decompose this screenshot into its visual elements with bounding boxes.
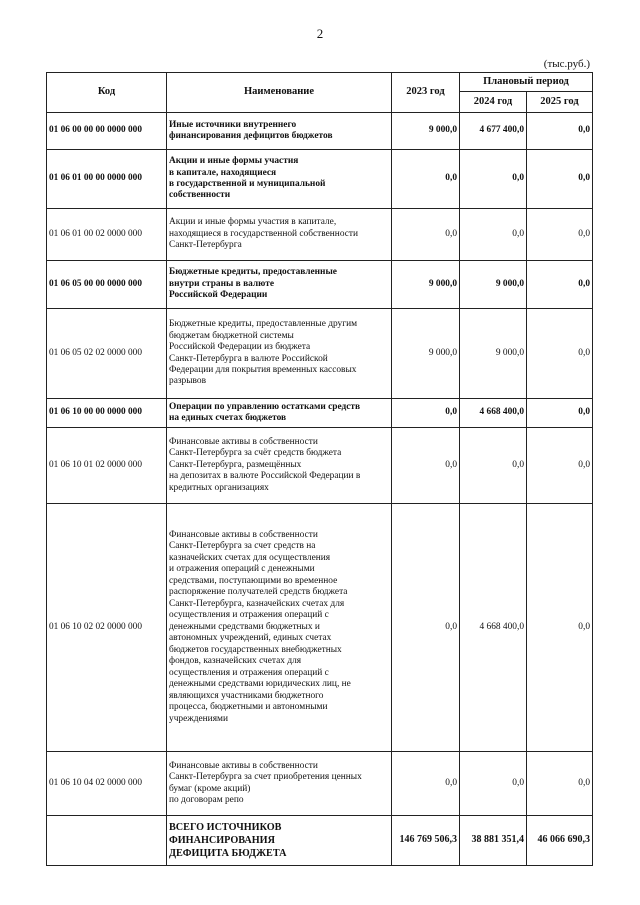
- sources-table: [46, 72, 593, 866]
- table-row: [47, 399, 593, 428]
- row-value-2025: 0,0: [527, 504, 593, 752]
- total-value-2023: 146 769 506,3: [392, 816, 460, 866]
- row-value-2024: 4 677 400,0: [460, 113, 527, 150]
- row-value-2024: 9 000,0: [460, 309, 527, 399]
- units-label: (тыс.руб.): [543, 58, 590, 70]
- row-value-2024: 0,0: [460, 209, 527, 261]
- row-value-2025: 0,0: [527, 209, 593, 261]
- row-value-2025: 0,0: [527, 309, 593, 399]
- total-row: [47, 816, 593, 866]
- row-value-2025: 0,0: [527, 261, 593, 309]
- row-name: Акции и иные формы участия в капитале, находящиеся в государственной собственности Санкт-Петербурга: [167, 209, 392, 261]
- row-name: Операции по управлению остатками средств на единых счетах бюджетов: [167, 399, 392, 428]
- row-value-2023: 9 000,0: [392, 261, 460, 309]
- page-number: 2: [316, 26, 324, 41]
- row-code: 01 06 10 02 02 0000 000: [47, 504, 167, 752]
- header-2023: 2023 год: [392, 73, 460, 113]
- header-name: Наименование: [167, 73, 392, 113]
- row-code: 01 06 00 00 00 0000 000: [47, 113, 167, 150]
- row-name: Финансовые активы в собственности Санкт-Петербурга за счёт средств бюджета Санкт-Петербурга, размещённых на депозитах в валюте Российской Федерации в кредитных организациях: [167, 428, 392, 504]
- row-name: Акции и иные формы участия в капитале, находящиеся в государственной и муниципальной собственности: [167, 150, 392, 209]
- row-name: Бюджетные кредиты, предоставленные другим бюджетам бюджетной системы Российской Федерации из бюджета Санкт-Петербурга в валюте Российской Федерации для покрытия временных кассовых разрывов: [167, 309, 392, 399]
- table-row: [47, 752, 593, 816]
- row-code: 01 06 10 04 02 0000 000: [47, 752, 167, 816]
- table-row: [47, 209, 593, 261]
- table-row: [47, 428, 593, 504]
- table-row: [47, 309, 593, 399]
- row-code: 01 06 01 00 00 0000 000: [47, 150, 167, 209]
- row-code: 01 06 05 02 02 0000 000: [47, 309, 167, 399]
- header-2025: 2025 год: [527, 92, 593, 113]
- row-value-2023: 9 000,0: [392, 113, 460, 150]
- row-value-2024: 9 000,0: [460, 261, 527, 309]
- row-code: 01 06 05 00 00 0000 000: [47, 261, 167, 309]
- row-name: Финансовые активы в собственности Санкт-Петербурга за счет средств на казначейских счетах для осуществления и отражения операций с денежными средствами, поступающими во временное распоряжение получателей средств бюджета Санкт-Петербурга, казначейских счетах для осуществления и отражения операций с денежными средствами бюджетных и автономных учреждений, единых счетах бюджетов государственных внебюджетных фондов, казначейских счетах для осуществления и отражения операций с денежными средствами юридических лиц, не являющихся участниками бюджетного процесса, бюджетными и автономными учреждениями: [167, 504, 392, 752]
- row-name: Финансовые активы в собственности Санкт-Петербурга за счет приобретения ценных бумаг (кроме акций) по договорам репо: [167, 752, 392, 816]
- row-value-2023: 0,0: [392, 428, 460, 504]
- row-value-2025: 0,0: [527, 428, 593, 504]
- row-code: 01 06 10 01 02 0000 000: [47, 428, 167, 504]
- row-value-2024: 0,0: [460, 428, 527, 504]
- row-value-2023: 0,0: [392, 209, 460, 261]
- row-name: Бюджетные кредиты, предоставленные внутри страны в валюте Российской Федерации: [167, 261, 392, 309]
- row-value-2025: 0,0: [527, 399, 593, 428]
- header-2024: 2024 год: [460, 92, 527, 113]
- row-value-2023: 0,0: [392, 504, 460, 752]
- row-value-2025: 0,0: [527, 150, 593, 209]
- total-value-2024: 38 881 351,4: [460, 816, 527, 866]
- total-name: ВСЕГО ИСТОЧНИКОВ ФИНАНСИРОВАНИЯ ДЕФИЦИТА БЮДЖЕТА: [167, 816, 392, 866]
- header-code: Код: [47, 73, 167, 113]
- row-code: 01 06 10 00 00 0000 000: [47, 399, 167, 428]
- row-code: 01 06 01 00 02 0000 000: [47, 209, 167, 261]
- row-value-2023: 9 000,0: [392, 309, 460, 399]
- row-value-2023: 0,0: [392, 752, 460, 816]
- total-code-empty: [47, 816, 167, 866]
- header-planned-period: Плановый период: [460, 73, 593, 92]
- row-value-2023: 0,0: [392, 399, 460, 428]
- table-row: [47, 261, 593, 309]
- table-row: [47, 504, 593, 752]
- row-value-2024: 4 668 400,0: [460, 504, 527, 752]
- table-row: [47, 113, 593, 150]
- row-value-2024: 0,0: [460, 752, 527, 816]
- row-value-2024: 0,0: [460, 150, 527, 209]
- row-value-2024: 4 668 400,0: [460, 399, 527, 428]
- row-value-2025: 0,0: [527, 113, 593, 150]
- row-name: Иные источники внутреннего финансирования дефицитов бюджетов: [167, 113, 392, 150]
- row-value-2023: 0,0: [392, 150, 460, 209]
- table-row: [47, 150, 593, 209]
- total-value-2025: 46 066 690,3: [527, 816, 593, 866]
- row-value-2025: 0,0: [527, 752, 593, 816]
